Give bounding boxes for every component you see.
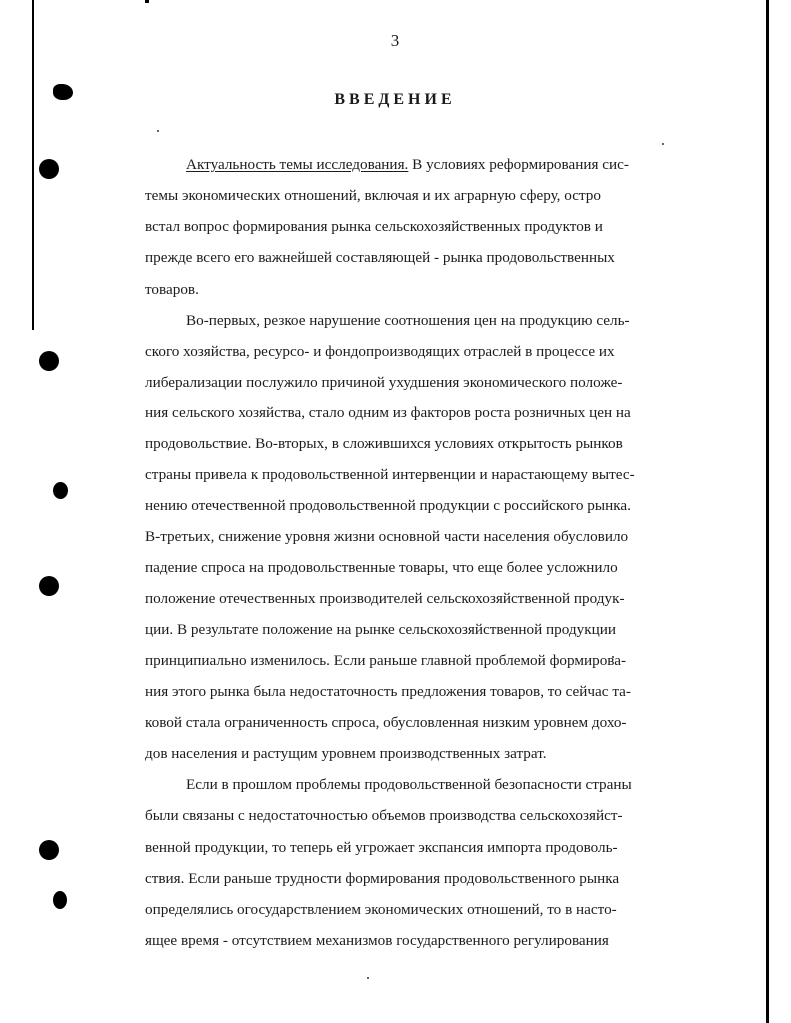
- text-line: ния этого рынка была недостаточность предложения товаров, то сейчас та-: [145, 683, 631, 700]
- section-heading: ВВЕДЕНИЕ: [334, 91, 456, 108]
- text-line: были связаны с недостаточностью объемов производства сельскохозяйст-: [145, 807, 623, 824]
- text-line: принципиально изменилось. Если раньше главной проблемой формирова-: [145, 652, 627, 669]
- text-line: темы экономических отношений, включая и их аграрную сферу, остро: [145, 187, 601, 204]
- text-line: венной продукции, то теперь ей угрожает экспансия импорта продоволь-: [145, 839, 618, 856]
- text-line: падение спроса на продовольственные товары, что еще более усложнило: [145, 559, 618, 576]
- text-line: ции. В результате положение на рынке сельскохозяйственной продукции: [145, 621, 616, 638]
- text-line: товаров.: [145, 281, 199, 298]
- text-line: ствия. Если раньше трудности формирования продовольственного рынка: [145, 870, 620, 887]
- text-line: нению отечественной продовольственной продукции с российского рынка.: [145, 497, 631, 514]
- text-line: либерализации послужило причиной ухудшения экономического положе-: [145, 374, 623, 391]
- text-line: Если в прошлом проблемы продовольственной безопасности страны: [186, 776, 632, 793]
- text-line: встал вопрос формирования рынка сельскохозяйственных продуктов и: [145, 218, 603, 235]
- text-line: определялись огосударствлением экономических отношений, то в насто-: [145, 901, 617, 918]
- page-number: 3: [390, 31, 400, 50]
- text-line: страны привела к продовольственной интервенции и нарастающему вытес-: [145, 466, 635, 483]
- text-line: ящее время - отсутствием механизмов государственного регулирования: [145, 932, 609, 949]
- text-line: Во-первых, резкое нарушение соотношения цен на продукцию сель-: [186, 312, 630, 329]
- text-line: продовольствие. Во-вторых, в сложившихся условиях открытость рынков: [145, 435, 623, 452]
- text-line: ского хозяйства, ресурсо- и фондопроизводящих отраслей в процессе их: [145, 343, 615, 360]
- text-line: прежде всего его важнейшей составляющей - рынка продовольственных: [145, 249, 615, 266]
- line-text: В условиях реформирования сис-: [412, 156, 629, 173]
- topic-relevance-lead: Актуальность темы исследования.: [186, 156, 409, 173]
- text-line: положение отечественных производителей сельскохозяйственной продук-: [145, 590, 625, 607]
- text-line: [186, 156, 629, 174]
- text-line: дов населения и растущим уровнем производственных затрат.: [145, 745, 547, 762]
- text-line: ковой стала ограниченность спроса, обусловленная низким уровнем дохо-: [145, 714, 627, 731]
- text-line: В-третьих, снижение уровня жизни основной части населения обусловило: [145, 528, 629, 545]
- text-line: ния сельского хозяйства, стало одним из факторов роста розничных цен на: [145, 404, 631, 421]
